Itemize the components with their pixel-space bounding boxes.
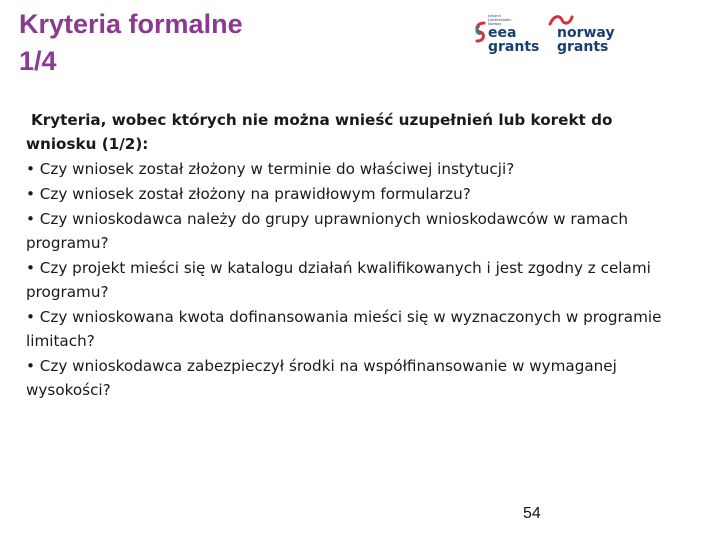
- norway-word: norway: [557, 25, 615, 41]
- slide-title-line-1: Kryteria formalne: [19, 9, 243, 39]
- eea-swirl-icon: [473, 20, 487, 44]
- bullet-item: • Czy wniosek został złożony w terminie do właściwej instytucji?: [26, 160, 515, 178]
- eea-word: eea: [488, 25, 517, 41]
- lead-text: Kryteria, wobec których nie można wnieść uzupełnień lub korekt do wniosku (1/2):: [26, 111, 613, 153]
- eea-small-line: Iceland: [488, 14, 501, 18]
- bullet-item: • Czy wnioskodawca zabezpieczył środki na współfinansowanie w wymaganej wysokości?: [26, 357, 617, 399]
- eea-grants-logo: [473, 12, 540, 56]
- slide-title-line-2: 1/4: [19, 46, 57, 76]
- norway-grants-word: grants: [557, 39, 609, 55]
- eea-grants-word: grants: [488, 39, 540, 55]
- norway-grants-logo: [548, 12, 615, 56]
- bullet-item: • Czy projekt mieści się w katalogu działań kwalifikowanych i jest zgodny z celami programu?: [26, 259, 651, 301]
- bullet-item: • Czy wnioskodawca należy do grupy uprawnionych wnioskodawców w ramach programu?: [26, 210, 629, 252]
- eea-small-line: Norway: [488, 22, 502, 26]
- slide-body: [26, 108, 666, 403]
- bullet-item: • Czy wniosek został złożony na prawidłowym formularzu?: [26, 185, 471, 203]
- slide-title: [19, 6, 243, 80]
- eea-small-line: Liechtenstein: [488, 18, 512, 22]
- page-number: 54: [523, 505, 541, 522]
- bullet-item: • Czy wnioskowana kwota dofinansowania mieści się w wyznaczonych w programie limitach?: [26, 308, 662, 350]
